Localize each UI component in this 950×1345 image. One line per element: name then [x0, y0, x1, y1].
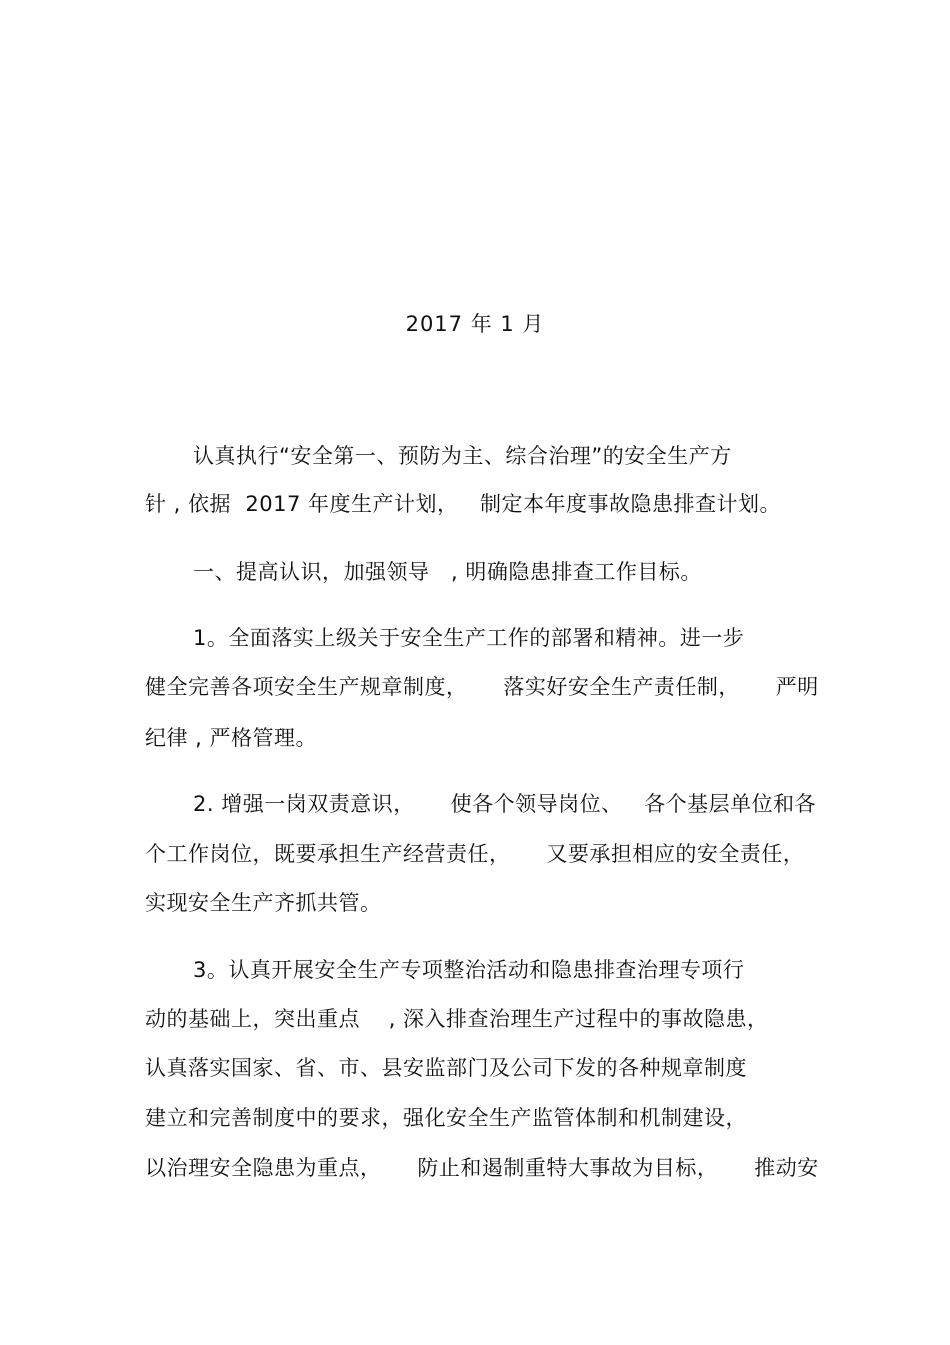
- item-2-line-3: 实现安全生产齐抓共管。: [145, 891, 382, 915]
- item-1-line-1: 1。全面落实上级关于安全生产工作的部署和精神。进一步: [193, 626, 745, 650]
- item-3-line-1: 3。认真开展安全生产专项整治活动和隐患排查治理专项行: [193, 958, 745, 982]
- item-1-line-2: 健全完善各项安全生产规章制度， 落实好安全生产责任制， 严明: [145, 675, 819, 699]
- item-3-line-2: 动的基础上，突出重点 , 深入排查治理生产过程中的事故隐患，: [145, 1007, 769, 1031]
- item-1-line-3: 纪律 , 严格管理。: [145, 726, 318, 750]
- item-3-line-4: 建立和完善制度中的要求，强化安全生产监管体制和机制建设，: [145, 1106, 747, 1130]
- item-2-line-1: 2. 增强一岗双责意识， 使各个领导岗位、 各个基层单位和各: [193, 792, 817, 816]
- item-3-line-5: 以治理安全隐患为重点， 防止和遏制重特大事故为目标， 推动安: [145, 1156, 819, 1180]
- section-heading-1: 一、提高认识，加强领导 , 明确隐患排查工作目标。: [193, 560, 702, 584]
- item-3-line-3: 认真落实国家、省、市、县安监部门及公司下发的各种规章制度: [145, 1056, 747, 1080]
- paragraph-intro-line-2: 针 , 依据 2017 年度生产计划， 制定本年度事故隐患排查计划。: [145, 492, 782, 516]
- item-2-line-2: 个工作岗位，既要承担生产经营责任， 又要承担相应的安全责任，: [145, 842, 805, 866]
- paragraph-intro-line-1: 认真执行“安全第一、预防为主、综合治理”的安全生产方: [193, 444, 732, 468]
- document-date: 2017 年 1 月: [405, 312, 545, 336]
